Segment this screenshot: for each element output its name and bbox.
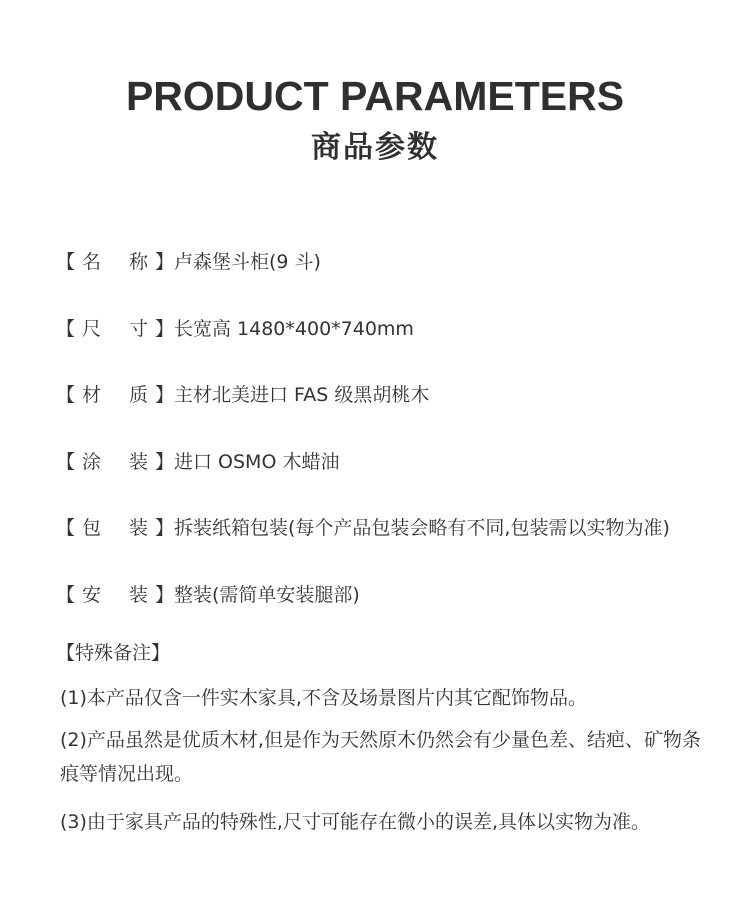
param-row-name [56,245,716,312]
page-title-english: PRODUCT PARAMETERS [125,73,625,119]
close-bracket: 】 [154,583,174,606]
parameter-list [56,245,716,644]
note-item: (2)产品虽然是优质木材,但是作为天然原木仍然会有少量色差、结疤、矿物条痕等情况出现。 [60,729,701,785]
param-label-text: 涂装 [82,450,148,473]
param-value: 进口 OSMO 木蜡油 [174,450,340,473]
param-label [56,245,174,279]
param-label-text: 材质 [82,384,148,406]
open-bracket: 【 [56,450,76,473]
page-title-chinese: 商品参数 [311,130,439,165]
param-label-text: 名称 [82,251,148,273]
param-row-material [56,378,716,445]
close-bracket: 】 [154,517,174,539]
open-bracket: 【 [56,251,76,273]
param-row-size [56,312,716,379]
open-bracket: 【 [56,317,76,340]
open-bracket: 【 [56,517,76,539]
param-label-text: 包装 [82,517,148,539]
open-bracket: 【 [56,384,76,406]
param-row-installation [56,578,716,645]
note-item: (1)本产品仅含一件实木家具,不含及场景图片内其它配饰物品。 [60,687,587,709]
note-item: (3)由于家具产品的特殊性,尺寸可能存在微小的误差,具体以实物为准。 [60,811,650,833]
param-label-text: 尺寸 [82,317,148,340]
param-value: 卢森堡斗柜(9 斗) [174,251,321,273]
param-label [56,445,174,479]
param-label [56,378,174,412]
param-value: 主材北美进口 FAS 级黑胡桃木 [174,384,430,406]
param-value: 整装(需简单安装腿部) [174,583,360,606]
param-value: 长宽高 1480*400*740mm [174,317,414,340]
close-bracket: 】 [154,384,174,406]
param-label [56,578,174,612]
param-row-coating [56,445,716,512]
close-bracket: 】 [154,450,174,473]
param-row-packaging [56,511,716,578]
param-label-text: 安装 [82,583,148,606]
close-bracket: 】 [154,251,174,273]
notes-list [60,681,710,839]
open-bracket: 【 [56,583,76,606]
notes-heading: 【特殊备注】 [56,642,171,664]
param-value: 拆装纸箱包装(每个产品包装会略有不同,包装需以实物为准) [174,517,670,539]
close-bracket: 】 [154,317,174,340]
param-label [56,511,174,545]
param-label [56,312,174,346]
